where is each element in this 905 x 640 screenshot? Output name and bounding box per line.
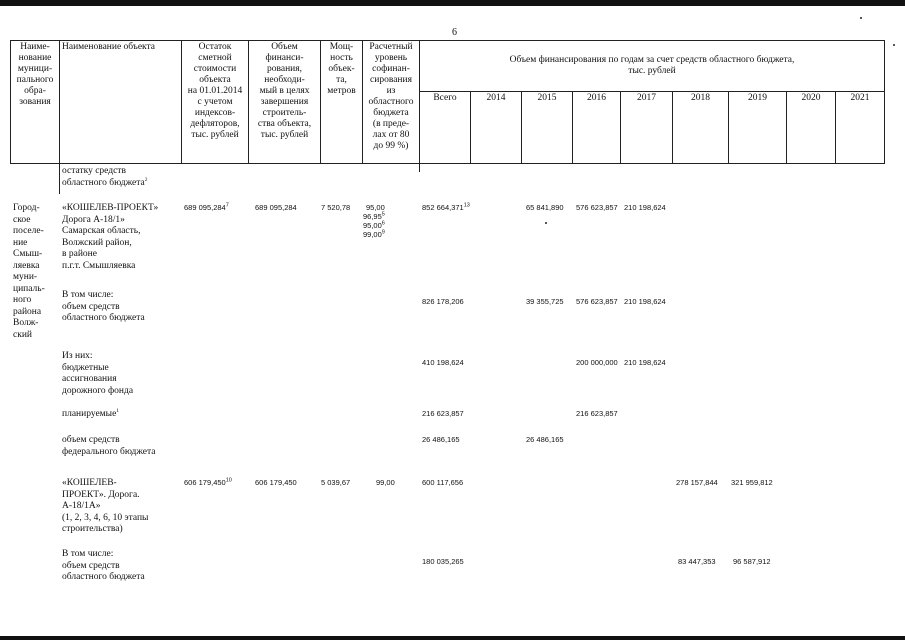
- header-object: Наименование объекта: [60, 41, 182, 163]
- table-divider: [59, 164, 60, 194]
- federal-text: объем средств федерального бюджета: [62, 435, 156, 457]
- object1-2015: 65 841,890: [526, 203, 564, 212]
- including1-2015: 39 355,725: [526, 297, 564, 306]
- table-header: [10, 40, 885, 164]
- object1-volume: 689 095,284: [255, 203, 297, 212]
- object1-level: 95,00: [366, 203, 385, 212]
- header-capacity: Мощ- ность объек- та, метров: [321, 41, 363, 163]
- header-year: 2014: [471, 92, 522, 163]
- page-number: 6: [452, 27, 457, 38]
- scan-speck: [893, 44, 895, 46]
- object1-capacity: 7 520,78: [321, 203, 351, 212]
- object2-volume: 606 179,450: [255, 478, 297, 487]
- planned-text: планируемые$^1$: [62, 407, 120, 419]
- object2-level: 99,00: [376, 478, 395, 487]
- header-total: Всего: [420, 92, 471, 163]
- of-them-2016: 200 000,000: [576, 358, 618, 367]
- planned-total: 216 623,857: [422, 409, 464, 418]
- object2-2019: 321 959,812: [731, 478, 773, 487]
- object2-name: «КОШЕЛЕВ- ПРОЕКТ». Дорога. А-18/1А» (1, 2, 3, 4, 6, 10 этапы строительства): [62, 478, 149, 534]
- header-municipality: Наиме- нование муници- пального обра- зования: [11, 41, 60, 163]
- including2-total: 180 035,265: [422, 557, 464, 566]
- object1-name: «КОШЕЛЕВ-ПРОЕКТ» Дорога А-18/1» Самарская область, Волжский район, в районе п.г.т. Смышляевка: [62, 203, 159, 271]
- municipality-name: Город- ское поселе- ние Смыш- ляевка муни- ципаль- ного района Волж- ский: [13, 203, 45, 340]
- object2-capacity: 5 039,67: [321, 478, 351, 487]
- including1-total: 826 178,206: [422, 297, 464, 306]
- scan-speck: [860, 17, 862, 19]
- including1-text: В том числе: объем средств областного бюджета: [62, 290, 145, 323]
- header-year: 2018: [673, 92, 729, 163]
- object1-level: 95,00$^6$: [363, 220, 385, 230]
- table-divider: [419, 164, 420, 172]
- federal-total: 26 486,165: [422, 435, 460, 444]
- header-financing-group: Объем финансирования по годам за счет средств областного бюджета, тыс. рублей: [420, 41, 884, 92]
- header-year: 2020: [787, 92, 836, 163]
- header-year: 2019: [729, 92, 787, 163]
- object1-2016: 576 623,857: [576, 203, 618, 212]
- bottom-scan-border: [0, 636, 905, 640]
- header-year: 2016: [573, 92, 621, 163]
- header-year: 2015: [522, 92, 573, 163]
- object1-level: 96,95$^5$: [363, 211, 385, 221]
- header-year: 2017: [621, 92, 673, 163]
- top-scan-border: [0, 0, 905, 6]
- of-them-2017: 210 198,624: [624, 358, 666, 367]
- planned-2016: 216 623,857: [576, 409, 618, 418]
- carry-over-text: остатку средств областного бюджета$^2$: [62, 166, 148, 188]
- header-remaining: Остаток сметной стоимости объекта на 01.01.2014 с учетом индексов- дефляторов, тыс. рублей: [182, 41, 249, 163]
- including2-2018: 83 447,353: [678, 557, 716, 566]
- object2-remaining: 606 179,450$^{10}$: [184, 477, 232, 487]
- of-them-text: Из них: бюджетные ассигнования дорожного фонда: [62, 351, 134, 396]
- header-year: 2021: [850, 93, 870, 103]
- object1-level: 99,00$^9$: [363, 229, 385, 239]
- object2-total: 600 117,656: [422, 478, 464, 487]
- including2-text: В том числе: объем средств областного бюджета: [62, 549, 145, 582]
- including2-2019: 96 587,912: [733, 557, 771, 566]
- including1-2016: 576 623,857: [576, 297, 618, 306]
- header-volume: Объем финанси- рования, необходи- мый в целях завершения строитель- ства объекта, тыс. рублей: [249, 41, 321, 163]
- object1-remaining: 689 095,284$^7$: [184, 202, 229, 212]
- federal-2015: 26 486,165: [526, 435, 564, 444]
- of-them-total: 410 198,624: [422, 358, 464, 367]
- object2-2018: 278 157,844: [676, 478, 718, 487]
- scan-speck: [545, 222, 547, 224]
- header-cofinance: Расчетный уровень софинан- сирования из областного бюджета (в преде- лах от 80 до 99 %): [363, 41, 420, 163]
- including1-2017: 210 198,624: [624, 297, 666, 306]
- object1-2017: 210 198,624: [624, 203, 666, 212]
- object1-total: 852 664,371$^{13}$: [422, 202, 470, 212]
